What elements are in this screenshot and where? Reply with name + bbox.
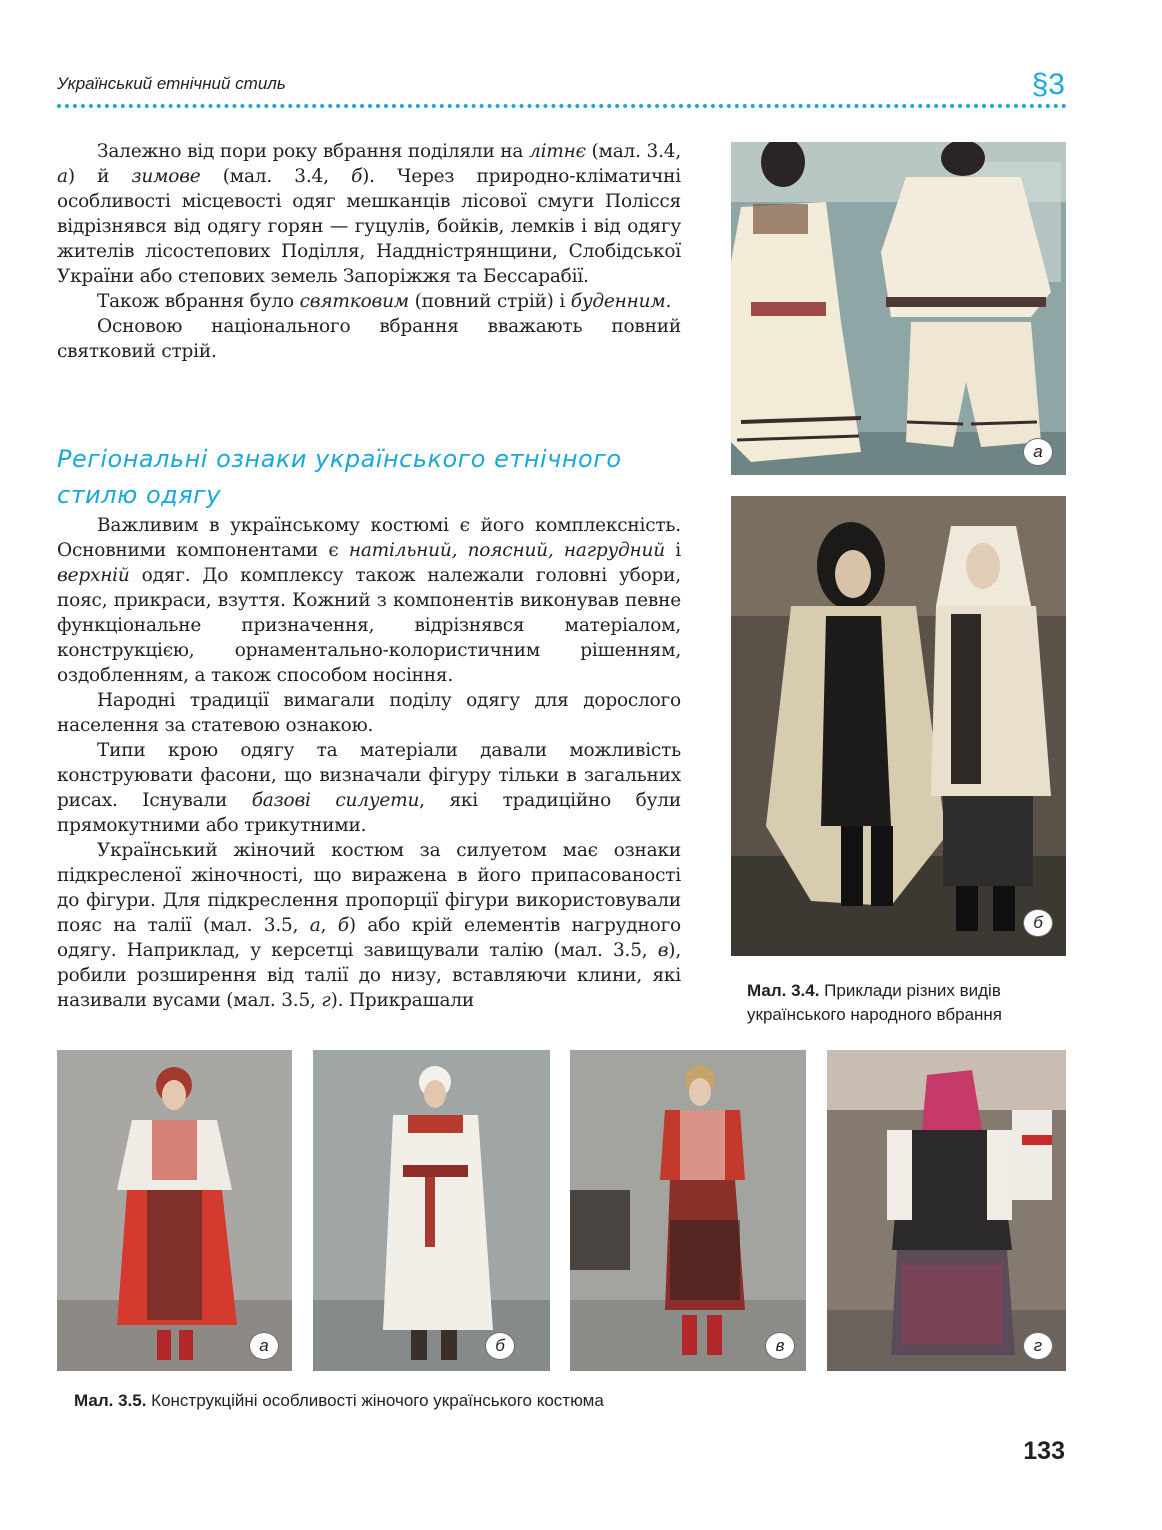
- italic-term: г: [321, 990, 331, 1011]
- text-run: Залежно від пори року вбрання поділяли на: [97, 141, 529, 162]
- figure-3-5-caption-label: Мал. 3.5.: [74, 1391, 147, 1410]
- figure-3-5-caption: [74, 1389, 974, 1413]
- italic-term: буденним: [570, 291, 666, 312]
- photo-corset-wedges: [827, 1050, 1066, 1371]
- intro-paragraph-1: [57, 139, 681, 289]
- section-paragraph-1: [57, 513, 681, 688]
- figure-label-a: а: [1023, 438, 1053, 466]
- text-run: Народні традиції вимагали поділу одягу для дорослого населення за статевою ознакою.: [57, 690, 681, 736]
- text-run: ). Прикрашали: [330, 990, 475, 1011]
- italic-term: в: [657, 940, 669, 961]
- section-heading-line-1: Регіональні ознаки українського етнічного: [57, 445, 622, 473]
- section-heading-line-2: стилю одягу: [57, 481, 221, 509]
- text-run: (мал. 3.4,: [585, 141, 681, 162]
- figure-label-b: б: [1023, 909, 1053, 937]
- figure-3-5-label-a: а: [249, 1332, 279, 1360]
- page-number: 133: [1023, 1437, 1065, 1465]
- italic-term: святковим: [299, 291, 409, 312]
- figure-3-4-caption-text: Приклади різних видів українського народного вбрання: [747, 981, 1003, 1024]
- photo-summer-costume: [731, 142, 1066, 475]
- text-run: (мал. 3.4,: [200, 166, 352, 187]
- text-run: .: [665, 291, 672, 312]
- section-paragraph-2: [57, 688, 681, 738]
- text-run: ,: [320, 915, 338, 936]
- text-run: Важливим в українському костюмі є його комплексність. Основними компонентами є: [57, 515, 681, 561]
- photo-costume-belt-a: [57, 1050, 292, 1371]
- text-run: Також вбрання було: [97, 291, 300, 312]
- text-run: ) або крій елементів нагрудного одягу. Наприклад, у керсетці завищували талію (мал. 3.5,: [57, 915, 681, 961]
- intro-paragraph-3: [57, 314, 681, 364]
- section-paragraph-4: [57, 838, 681, 1013]
- intro-text-block: [57, 139, 681, 364]
- italic-term: натільний, поясний, нагрудний: [348, 540, 665, 561]
- text-run: Основою національного вбрання вважають повний святковий стрій.: [57, 316, 681, 362]
- figure-3-4-caption: [747, 979, 1057, 1027]
- section-paragraph-3: [57, 738, 681, 838]
- text-run: ), робили розширення від талії до низу, вставляючи клини, які називали вусами (мал. 3.5,: [57, 940, 681, 1011]
- text-run: і: [664, 540, 681, 561]
- italic-term: б: [337, 915, 349, 936]
- italic-term: б: [351, 166, 363, 187]
- intro-paragraph-2: [57, 289, 681, 314]
- text-run: ) й: [67, 166, 132, 187]
- running-header-title: Український етнічний стиль: [57, 74, 286, 93]
- header-dotted-rule: [57, 104, 1067, 108]
- photo-costume-belt-b: [313, 1050, 550, 1371]
- section-number: §3: [1031, 68, 1065, 101]
- italic-term: зимове: [131, 166, 201, 187]
- figure-3-5-label-b: б: [485, 1332, 515, 1360]
- figure-3-5-label-g: г: [1023, 1332, 1053, 1360]
- photo-winter-costume: [731, 496, 1066, 956]
- text-run: Типи крою одягу та матеріали давали можливість конструювати фасони, що визначали фігуру тільки в загальних рисах. Існували: [57, 740, 681, 811]
- text-run: (повний стрій) і: [408, 291, 571, 312]
- italic-term: верхній: [57, 565, 130, 586]
- section-heading: [57, 441, 677, 513]
- italic-term: базові силуети: [251, 790, 420, 811]
- text-run: ). Через природно-кліматичні особливості місцевості одяг мешканців лісової смуги Полісся відрізнявся від одягу горян — гуцулів, бойків, лемків і від одягу жителів лісостепових Поділля, Наддністрянщини, Слобідської України або степових земель Запоріжжя та Бессарабії.: [57, 166, 681, 287]
- text-run: Український жіночий костюм за силуетом має ознаки підкресленої жіночності, що виражена в його припасованості до фігури. Для підкреслення пропорції фігури використовували пояс на талії (мал. 3.5,: [57, 840, 681, 936]
- italic-term: а: [309, 915, 321, 936]
- figure-3-5-label-v: в: [765, 1332, 795, 1360]
- text-run: , які традиційно були прямокутними або трикутними.: [57, 790, 681, 836]
- figure-3-5-caption-text: Конструкційні особливості жіночого українського костюма: [146, 1391, 604, 1410]
- italic-term: літнє: [528, 141, 586, 162]
- figure-3-4-caption-label: Мал. 3.4.: [747, 981, 820, 1000]
- section-text-block: [57, 513, 681, 1013]
- italic-term: а: [57, 166, 68, 187]
- text-run: одяг. До комплексу також належали головні убори, пояс, прикраси, взуття. Кожний з компонентів виконував певне функціональне призначення, відрізнявся матеріалом, конструкцією, орнаментально-колористичним рішенням, оздобленням, а також способом носіння.: [57, 565, 681, 686]
- photo-corset-high-waist: [570, 1050, 806, 1371]
